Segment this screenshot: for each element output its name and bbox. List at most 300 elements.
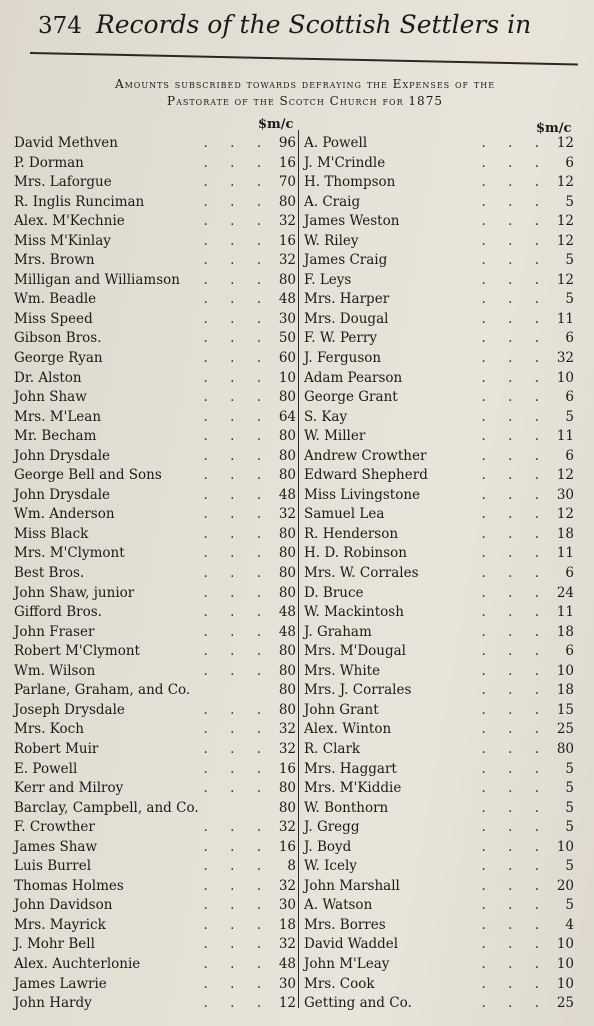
subscriber-row [304, 877, 574, 897]
left-subscriber-list [14, 134, 296, 1014]
dot-leader: . . . [481, 897, 548, 914]
dot-leader: . . . [203, 408, 270, 425]
subscription-amount: 25 [556, 721, 574, 738]
subscription-amount: 12 [556, 232, 574, 249]
subscriber-name: Luis Burrel [14, 858, 92, 875]
subscription-amount: 8 [287, 858, 296, 875]
subscriber-row [304, 662, 574, 682]
dot-leader: . . . [481, 232, 548, 249]
subscription-amount: 80 [278, 467, 296, 484]
subscriber-row [304, 388, 574, 408]
running-head [38, 10, 578, 50]
subscriber-row [304, 486, 574, 506]
dot-leader: . . . [481, 467, 548, 484]
subscriber-row [304, 564, 574, 584]
subscriber-name: W. Bonthorn [304, 799, 389, 816]
subscriber-name: John Hardy [14, 995, 92, 1012]
subscriber-row [14, 388, 296, 408]
subscriber-row [304, 994, 574, 1014]
subscriber-row [14, 466, 296, 486]
subscriber-name: James Craig [304, 252, 388, 269]
subscriber-row [14, 564, 296, 584]
subscription-amount: 12 [278, 995, 296, 1012]
dot-leader: . . . [203, 975, 270, 992]
subscriber-row [304, 310, 574, 330]
dot-leader: . . . [203, 916, 270, 933]
subscription-amount: 48 [278, 291, 296, 308]
subscription-amount: 6 [565, 565, 574, 582]
dot-leader: . . . [203, 193, 270, 210]
dot-leader: . . . [481, 486, 548, 503]
subscriber-row [14, 486, 296, 506]
dot-leader: . . . [481, 213, 548, 230]
dot-leader: . . . [203, 506, 270, 523]
subscriber-name: F. Leys [304, 271, 352, 288]
subscription-amount: 48 [278, 955, 296, 972]
subscriber-row [14, 349, 296, 369]
subscriber-row [14, 134, 296, 154]
dot-leader: . . . [481, 428, 548, 445]
subscription-amount: 5 [565, 819, 574, 836]
subscription-amount: 6 [565, 447, 574, 464]
dot-leader: . . . [203, 584, 270, 601]
subscriber-row [304, 740, 574, 760]
subscription-amount: 12 [556, 135, 574, 151]
subscription-amount: 11 [556, 428, 574, 445]
subscriber-name: George Grant [304, 389, 398, 406]
subscription-amount: 12 [556, 506, 574, 523]
unit-label-left: $m/c [258, 117, 294, 132]
subscriber-name: John Shaw [14, 389, 87, 406]
subscriber-row [14, 935, 296, 955]
dot-leader: . . . [203, 721, 270, 738]
subscriber-row [304, 838, 574, 858]
dot-leader: . . . [481, 643, 548, 660]
subscription-amount: 80 [278, 662, 296, 679]
dot-leader: . . . [481, 721, 548, 738]
subscriber-name: Mrs. Laforgue [14, 174, 112, 191]
subscription-amount: 12 [556, 174, 574, 191]
subscriber-name: E. Powell [14, 760, 78, 777]
subscriber-name: D. Bruce [304, 584, 364, 601]
subscriber-name: John M'Leay [304, 955, 390, 972]
subscription-amount: 11 [556, 310, 574, 327]
subscriber-row [304, 134, 574, 154]
subscriber-name: David Methven [14, 135, 118, 151]
subscriber-name: F. Crowther [14, 819, 95, 836]
subscription-amount: 16 [278, 838, 296, 855]
subscriber-name: Mrs. Mayrick [14, 916, 106, 933]
dot-leader: . . . [203, 819, 270, 836]
dot-leader: . . . [481, 780, 548, 797]
subscription-amount: 32 [556, 350, 574, 367]
subscriber-name: W. Icely [304, 858, 357, 875]
subscriber-row [14, 505, 296, 525]
dot-leader: . . . [203, 565, 270, 582]
subscriber-name: Parlane, Graham, and Co. [14, 682, 191, 699]
subscriber-name: James Weston [304, 213, 400, 230]
subscriber-name: W. Mackintosh [304, 604, 404, 621]
subscription-amount: 10 [278, 369, 296, 386]
dot-leader: . . . [481, 369, 548, 386]
subscriber-name: Miss Livingstone [304, 486, 421, 503]
subscription-amount: 5 [565, 897, 574, 914]
subscriber-row [14, 603, 296, 623]
subscription-amount: 10 [556, 662, 574, 679]
dot-leader: . . . [203, 467, 270, 484]
subscriber-row [304, 349, 574, 369]
subscription-amount: 18 [556, 623, 574, 640]
subscriber-name: George Ryan [14, 350, 103, 367]
subscriber-name: Mrs. Harper [304, 291, 390, 308]
subscription-amount: 80 [556, 740, 574, 757]
dot-leader: . . . [203, 486, 270, 503]
subscription-amount: 18 [556, 682, 574, 699]
subscription-amount: 5 [565, 252, 574, 269]
subscriber-row [304, 779, 574, 799]
subscription-amount: 4 [565, 916, 574, 933]
dot-leader: . . . [481, 252, 548, 269]
subscription-amount: 80 [278, 584, 296, 601]
subscriber-row [14, 173, 296, 193]
dot-leader: . . . [481, 682, 548, 699]
dot-leader: . . . [481, 330, 548, 347]
subscriber-name: A. Watson [304, 897, 373, 914]
subscriber-name: Kerr and Milroy [14, 780, 124, 797]
dot-leader: . . . [203, 623, 270, 640]
dot-leader: . . . [481, 408, 548, 425]
subscription-amount: 32 [278, 252, 296, 269]
subscription-amount: 30 [278, 310, 296, 327]
dot-leader: . . . [481, 193, 548, 210]
subscriber-row [304, 232, 574, 252]
subscriber-row [304, 681, 574, 701]
subscription-amount: 5 [565, 291, 574, 308]
subscriber-name: R. Inglis Runciman [14, 193, 145, 210]
subscription-amount: 60 [278, 350, 296, 367]
dot-leader: . . . [481, 389, 548, 406]
dot-leader: . . . [203, 252, 270, 269]
dot-leader: . . . [203, 154, 270, 171]
subscriber-name: H. Thompson [304, 174, 396, 191]
subscriber-row [14, 584, 296, 604]
subscription-amount: 16 [278, 154, 296, 171]
subscriber-row [14, 310, 296, 330]
subscriber-name: J. Ferguson [304, 350, 382, 367]
subscriber-row [14, 290, 296, 310]
subscriber-name: Mrs. Cook [304, 975, 375, 992]
subscriber-name: W. Riley [304, 232, 359, 249]
subscriber-row [14, 369, 296, 389]
subscriber-row [14, 994, 296, 1014]
subscriber-row [304, 799, 574, 819]
subscription-amount: 24 [556, 584, 574, 601]
subscription-amount: 32 [278, 721, 296, 738]
subscription-amount: 16 [278, 232, 296, 249]
subscriber-row [14, 232, 296, 252]
subscriber-name: Barclay, Campbell, and Co. [14, 799, 199, 816]
subscription-amount: 5 [565, 193, 574, 210]
dot-leader: . . . [203, 995, 270, 1012]
subscription-amount: 16 [278, 760, 296, 777]
subscriber-name: Gibson Bros. [14, 330, 102, 347]
subscription-amount: 11 [556, 545, 574, 562]
subscriber-name: Thomas Holmes [14, 877, 124, 894]
subscriber-row [304, 505, 574, 525]
subscriber-row [304, 623, 574, 643]
subscriber-name: A. Powell [304, 135, 368, 151]
subscriber-name: John Marshall [304, 877, 400, 894]
dot-leader: . . . [203, 232, 270, 249]
subscription-amount: 80 [278, 525, 296, 542]
subscription-amount: 64 [278, 408, 296, 425]
subscriber-row [304, 701, 574, 721]
subscription-amount: 5 [565, 780, 574, 797]
subscriber-row [304, 271, 574, 291]
subscriber-name: George Bell and Sons [14, 467, 162, 484]
subscriber-row [304, 408, 574, 428]
dot-leader: . . . [203, 271, 270, 288]
unit-label-right: $m/c [536, 121, 572, 136]
subscriber-row [304, 916, 574, 936]
subscriber-row [14, 544, 296, 564]
subscriber-name: J. Boyd [304, 838, 352, 855]
dot-leader: . . . [481, 447, 548, 464]
dot-leader: . . . [203, 545, 270, 562]
dot-leader: . . . [203, 936, 270, 953]
dot-leader: . . . [203, 447, 270, 464]
dot-leader: . . . [481, 604, 548, 621]
subscriber-name: Miss Black [14, 525, 89, 542]
subscriber-name: James Lawrie [14, 975, 107, 992]
dot-leader: . . . [481, 584, 548, 601]
subscription-amount: 32 [278, 819, 296, 836]
subscriber-row [304, 935, 574, 955]
subscriber-row [14, 877, 296, 897]
dot-leader: . . . [203, 760, 270, 777]
subscription-amount: 32 [278, 740, 296, 757]
subscriber-row [14, 154, 296, 174]
dot-leader: . . . [203, 330, 270, 347]
subscriber-name: Alex. Winton [304, 721, 392, 738]
subscriber-name: Mrs. Borres [304, 916, 386, 933]
dot-leader: . . . [481, 135, 548, 151]
subscriber-row [304, 975, 574, 995]
subscriber-name: Getting and Co. [304, 995, 412, 1012]
subscriber-name: Dr. Alston [14, 369, 82, 386]
subscriber-name: Robert M'Clymont [14, 643, 140, 660]
dot-leader: . . . [481, 310, 548, 327]
dot-leader: . . . [481, 838, 548, 855]
dot-leader: . . . [481, 174, 548, 191]
subscriber-name: J. M'Crindle [304, 154, 386, 171]
subscription-amount: 6 [565, 330, 574, 347]
subscription-amount: 80 [278, 545, 296, 562]
dot-leader: . . . [203, 389, 270, 406]
table-heading-line-2: Pastorate of the Scotch Church for 1875 [167, 94, 443, 108]
dot-leader: . . . [481, 291, 548, 308]
subscriber-row [304, 369, 574, 389]
subscriber-name: Best Bros. [14, 565, 85, 582]
subscriber-name: Joseph Drysdale [14, 701, 125, 718]
subscription-amount: 80 [278, 799, 296, 816]
subscriber-row [304, 896, 574, 916]
dot-leader: . . . [481, 740, 548, 757]
subscription-amount: 48 [278, 604, 296, 621]
subscriber-name: Mrs. M'Kiddie [304, 780, 402, 797]
subscriber-row [304, 525, 574, 545]
subscriber-row [304, 173, 574, 193]
subscriber-row [14, 329, 296, 349]
subscriber-row [14, 818, 296, 838]
dot-leader: . . . [481, 701, 548, 718]
subscription-amount: 12 [556, 467, 574, 484]
subscriber-row [14, 838, 296, 858]
subscriber-name: John Drysdale [14, 486, 111, 503]
subscriber-name: Robert Muir [14, 740, 99, 757]
dot-leader: . . . [481, 916, 548, 933]
subscriber-row [304, 251, 574, 271]
subscription-amount: 80 [278, 428, 296, 445]
subscriber-row [14, 916, 296, 936]
subscriber-name: Edward Shepherd [304, 467, 428, 484]
subscriber-name: Mr. Becham [14, 428, 97, 445]
subscriber-name: Miss Speed [14, 310, 93, 327]
subscriber-row [304, 642, 574, 662]
dot-leader: . . . [203, 643, 270, 660]
header-rule [30, 52, 578, 65]
subscription-amount: 80 [278, 447, 296, 464]
subscriber-row [14, 760, 296, 780]
subscription-amount: 80 [278, 271, 296, 288]
subscription-amount: 10 [556, 955, 574, 972]
subscriber-row [14, 681, 296, 701]
dot-leader: . . . [481, 760, 548, 777]
subscriber-row [304, 720, 574, 740]
subscription-amount: 80 [278, 389, 296, 406]
dot-leader: . . . [203, 701, 270, 718]
subscriber-row [14, 662, 296, 682]
dot-leader: . . . [203, 291, 270, 308]
subscriber-name: John Fraser [14, 623, 95, 640]
subscription-amount: 5 [565, 408, 574, 425]
subscriber-name: Wm. Wilson [14, 662, 96, 679]
subscription-amount: 80 [278, 643, 296, 660]
dot-leader: . . . [481, 271, 548, 288]
subscription-amount: 10 [556, 936, 574, 953]
subscriber-name: Wm. Beadle [14, 291, 97, 308]
subscription-amount: 80 [278, 780, 296, 797]
subscriber-row [304, 760, 574, 780]
dot-leader: . . . [481, 545, 548, 562]
dot-leader: . . . [481, 506, 548, 523]
subscriber-name: Mrs. M'Dougal [304, 643, 406, 660]
subscription-amount: 12 [556, 213, 574, 230]
subscriber-name: Andrew Crowther [304, 447, 427, 464]
subscriber-row [14, 799, 296, 819]
page-number: 374 [38, 13, 82, 39]
dot-leader: . . . [203, 780, 270, 797]
subscriber-name: Mrs. Koch [14, 721, 84, 738]
subscription-amount: 11 [556, 604, 574, 621]
subscriber-name: Mrs. White [304, 662, 381, 679]
subscription-amount: 5 [565, 799, 574, 816]
subscriber-row [304, 584, 574, 604]
subscriber-name: R. Clark [304, 740, 361, 757]
subscription-amount: 12 [556, 271, 574, 288]
subscriber-name: Mrs. W. Corrales [304, 565, 419, 582]
subscriber-row [304, 857, 574, 877]
subscriber-name: Alex. Auchterlonie [14, 955, 141, 972]
subscriber-row [14, 955, 296, 975]
subscriber-row [14, 427, 296, 447]
dot-leader: . . . [481, 819, 548, 836]
dot-leader: . . . [481, 350, 548, 367]
subscriber-row [304, 193, 574, 213]
subscriber-row [14, 975, 296, 995]
subscriber-name: David Waddel [304, 936, 399, 953]
subscriber-row [14, 447, 296, 467]
subscriber-name: W. Miller [304, 428, 366, 445]
subscriber-row [14, 779, 296, 799]
subscription-amount: 25 [556, 995, 574, 1012]
subscription-amount: 30 [278, 897, 296, 914]
subscription-amount: 5 [565, 760, 574, 777]
dot-leader: . . . [203, 858, 270, 875]
dot-leader: . . . [481, 975, 548, 992]
subscriber-name: H. D. Robinson [304, 545, 407, 562]
subscriber-row [14, 408, 296, 428]
dot-leader: . . . [203, 310, 270, 327]
dot-leader: . . . [481, 662, 548, 679]
dot-leader: . . . [481, 877, 548, 894]
dot-leader: . . . [203, 350, 270, 367]
dot-leader: . . . [203, 604, 270, 621]
subscriber-name: Miss M'Kinlay [14, 232, 111, 249]
subscription-amount: 30 [556, 486, 574, 503]
dot-leader: . . . [203, 135, 270, 151]
subscription-amount: 48 [278, 623, 296, 640]
dot-leader: . . . [203, 525, 270, 542]
subscription-amount: 5 [565, 858, 574, 875]
subscriber-row [14, 701, 296, 721]
subscription-amount: 10 [556, 369, 574, 386]
subscription-amount: 18 [278, 916, 296, 933]
subscriber-row [14, 525, 296, 545]
subscriber-name: Samuel Lea [304, 506, 385, 523]
subscription-amount: 6 [565, 389, 574, 406]
subscriber-name: J. Graham [304, 623, 372, 640]
dot-leader: . . . [481, 565, 548, 582]
subscription-amount: 48 [278, 486, 296, 503]
subscriber-name: Mrs. Haggart [304, 760, 397, 777]
subscriber-row [304, 427, 574, 447]
subscriber-row [14, 623, 296, 643]
subscriber-name: S. Kay [304, 408, 348, 425]
dot-leader: . . . [481, 936, 548, 953]
dot-leader: . . . [481, 154, 548, 171]
dot-leader: . . . [481, 623, 548, 640]
subscriber-row [14, 193, 296, 213]
running-title: Records of the Scottish Settlers in [95, 10, 532, 39]
subscription-amount: 15 [556, 701, 574, 718]
subscriber-row [304, 955, 574, 975]
subscription-amount: 6 [565, 643, 574, 660]
subscription-amount: 80 [278, 701, 296, 718]
dot-leader: . . . [203, 369, 270, 386]
subscriber-name: J. Mohr Bell [14, 936, 95, 953]
column-divider [298, 130, 299, 1008]
